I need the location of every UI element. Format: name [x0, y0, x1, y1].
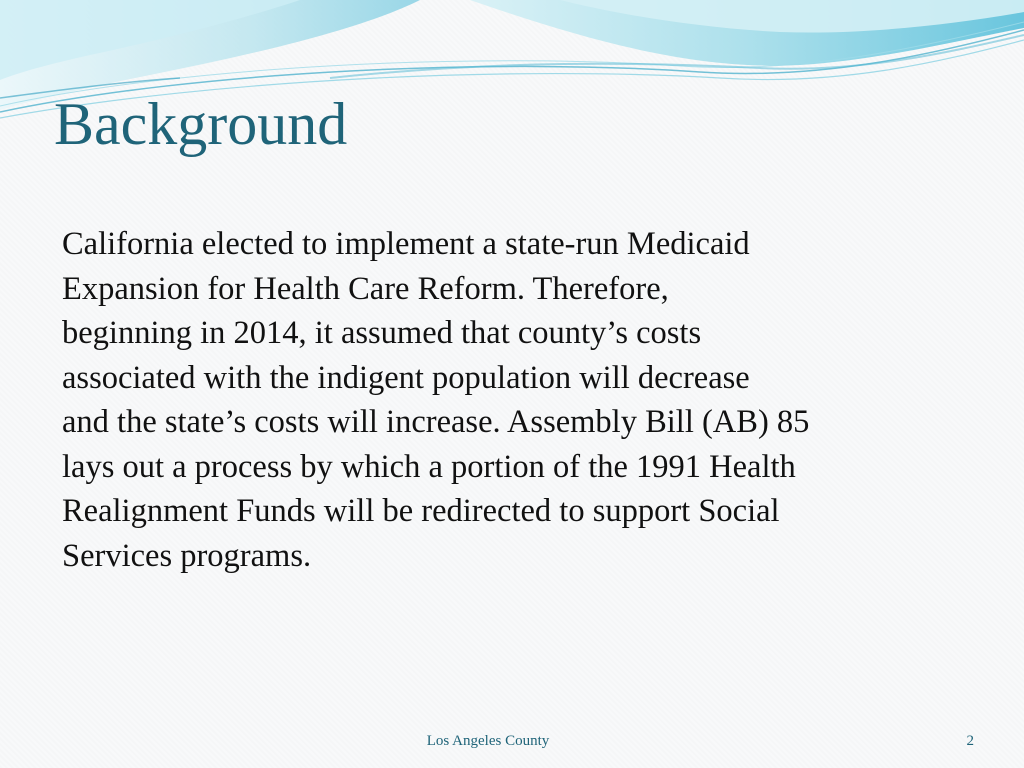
slide-title: Background — [54, 91, 348, 157]
body-line: California elected to implement a state-run Medicaid — [62, 226, 750, 262]
footer-text: Los Angeles County — [426, 733, 550, 749]
body-line: beginning in 2014, it assumed that county’s costs — [62, 315, 702, 351]
body-line: and the state’s costs will increase. Assembly Bill (AB) 85 — [62, 404, 810, 440]
body-line: Services programs. — [62, 537, 312, 574]
page-number: 2 — [966, 733, 974, 749]
body-line: Expansion for Health Care Reform. Therefore, — [62, 270, 669, 307]
body-paragraph — [62, 222, 962, 578]
body-line: associated with the indigent population will decrease — [62, 359, 750, 396]
body-line: lays out a process by which a portion of the 1991 Health — [62, 448, 796, 485]
body-line: Realignment Funds will be redirected to support Social — [62, 493, 780, 529]
